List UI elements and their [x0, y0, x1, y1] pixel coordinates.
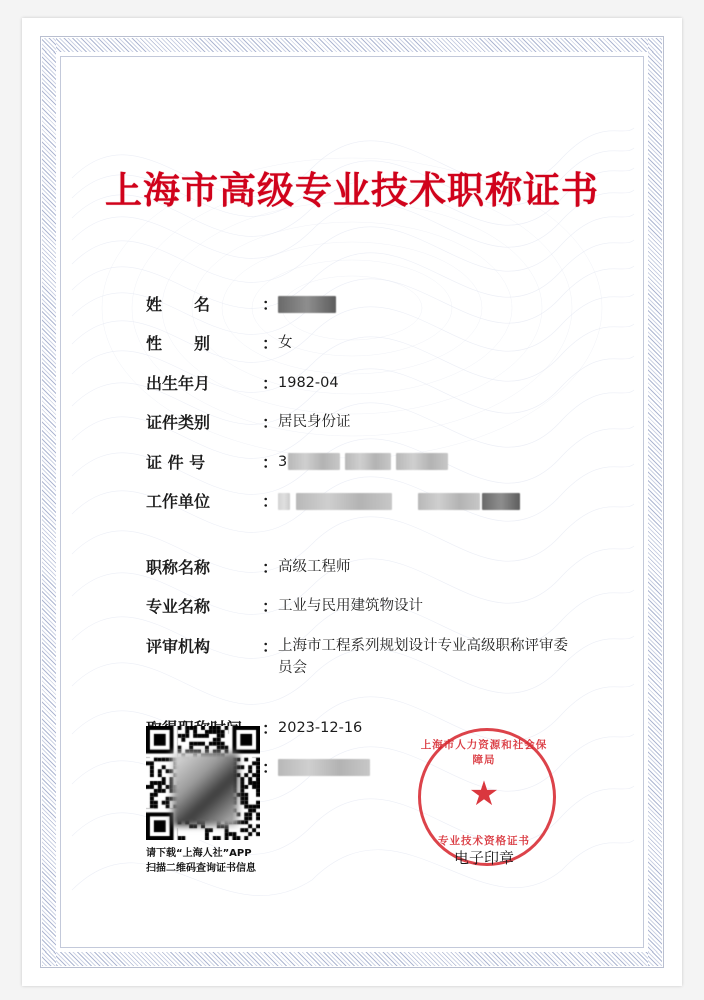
field-row-id-type: [146, 410, 626, 433]
field-label-id-number: [146, 450, 278, 473]
section-gap: [146, 529, 626, 555]
field-row-specialty: [146, 594, 626, 617]
field-label-gender-colon: ：: [261, 334, 278, 354]
field-label-employer-text: 工作单位: [146, 492, 211, 512]
field-label-gender: [146, 331, 278, 354]
qr-code-icon[interactable]: [146, 726, 260, 840]
certificate-content: [78, 74, 626, 930]
field-value-gender: 女: [278, 335, 293, 352]
certificate-footer: [146, 726, 616, 916]
field-label-title-name: [146, 555, 278, 578]
seal-bottom-text: 专业技术资格证书: [438, 835, 530, 847]
field-label-employer: [146, 489, 278, 512]
field-label-id-type-text: 证件类别: [146, 413, 211, 433]
field-label-review-body: [146, 634, 278, 657]
field-row-gender: [146, 331, 626, 354]
field-row-employer: [146, 489, 626, 512]
field-row-id-number: [146, 450, 626, 473]
field-value-title-name: 高级工程师: [278, 558, 351, 575]
field-label-name-text: 姓 名: [146, 295, 211, 314]
star-icon: ★: [468, 775, 500, 813]
page-title: 上海市高级专业技术职称证书: [105, 169, 599, 212]
field-label-name-colon: ：: [261, 295, 278, 314]
field-label-specialty-text: 专业名称: [146, 597, 211, 617]
field-label-award-date-colon: ：: [261, 718, 278, 738]
field-label-specialty: [146, 594, 278, 617]
field-value-employer: [278, 489, 520, 512]
fields-section: [78, 292, 626, 779]
field-label-birth-colon: ：: [261, 373, 278, 393]
field-label-id-type: [146, 410, 278, 433]
field-label-specialty-colon: ：: [261, 597, 278, 617]
redacted-block: [288, 453, 340, 470]
redacted-block: [482, 493, 520, 510]
section-gap: [146, 696, 626, 716]
field-value-review-body: 上海市工程系列规划设计专业高级职称评审委员会: [278, 637, 568, 677]
field-label-cert-number-colon: ：: [261, 758, 278, 778]
field-label-employer-colon: ：: [261, 492, 278, 512]
qr-caption-line2: 扫描二维码查询证书信息: [146, 863, 256, 874]
field-row-birth: [146, 371, 626, 394]
field-label-gender-text: 性 别: [146, 334, 211, 354]
field-label-title-name-text: 职称名称: [146, 557, 211, 577]
seal-arc-text: 上海市人力资源和社会保障局: [420, 739, 548, 766]
field-value-birth: 1982-04: [278, 374, 339, 391]
field-value-id-type: 居民身份证: [278, 414, 351, 431]
redacted-block: [278, 296, 336, 313]
field-label-id-type-colon: ：: [261, 413, 278, 433]
field-label-review-body-text: 评审机构: [146, 636, 211, 656]
field-row-title-name: [146, 555, 626, 578]
field-label-title-name-colon: ：: [261, 557, 278, 577]
field-row-name: [146, 292, 626, 315]
qr-section: [146, 726, 262, 876]
redacted-block: [296, 493, 392, 510]
redacted-block: [345, 453, 391, 470]
qr-caption-line1: 请下载“上海人社”APP: [146, 848, 252, 859]
seal-label: 电子印章: [453, 849, 514, 867]
field-label-birth-text: 出生年月: [146, 373, 211, 393]
field-label-review-body-colon: ：: [261, 636, 278, 656]
field-label-name: [146, 292, 278, 315]
field-value-award-date: 2023-12-16: [278, 719, 363, 736]
field-label-id-number-colon: ：: [261, 452, 278, 472]
redacted-block: [396, 453, 448, 470]
field-value-name: [278, 292, 336, 315]
field-label-birth: [146, 371, 278, 394]
field-row-review-body: [146, 634, 626, 680]
field-value-id-number-visible: 3: [278, 453, 288, 470]
redacted-block: [278, 493, 290, 510]
field-label-id-number-text: 证 件 号: [146, 452, 206, 472]
field-value-specialty: 工业与民用建筑物设计: [278, 598, 423, 615]
certificate-card: [22, 18, 682, 986]
field-value-id-number: [278, 450, 448, 473]
official-seal: [418, 728, 550, 867]
redacted-block: [418, 493, 480, 510]
qr-caption: [146, 846, 262, 876]
